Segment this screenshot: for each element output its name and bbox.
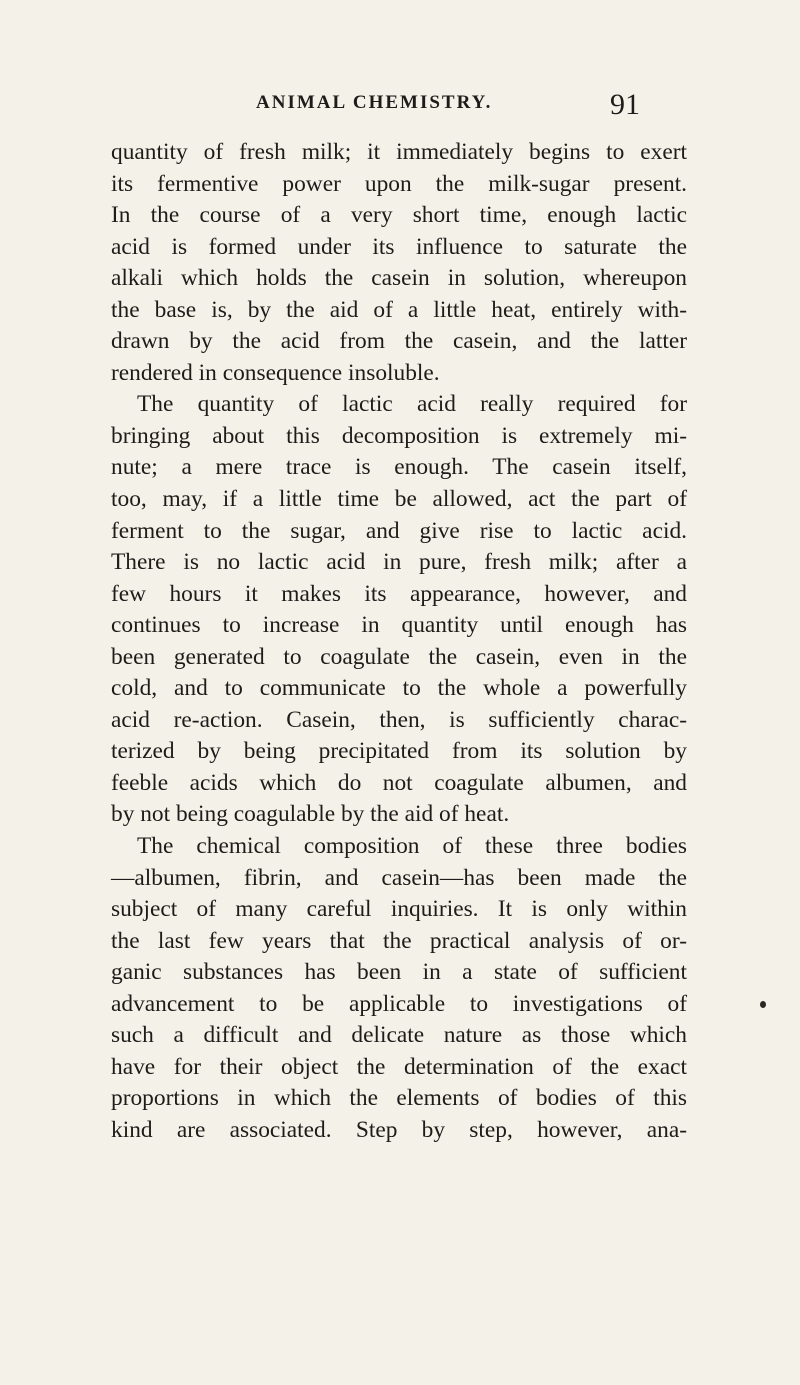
page-header xyxy=(228,88,668,122)
text-line: terized by being precipitated from its solution by xyxy=(111,738,687,765)
text-line: nute; a mere trace is enough. The casein itself, xyxy=(111,454,687,481)
text-line: The quantity of lactic acid really required for xyxy=(137,391,687,418)
ink-spot xyxy=(760,1001,766,1008)
text-line: The chemical composition of these three bodies xyxy=(137,833,687,860)
text-line: acid is formed under its influence to saturate the xyxy=(111,233,687,260)
text-line: have for their object the determination of the exact xyxy=(111,1053,687,1080)
body-text xyxy=(111,137,687,1147)
text-line: There is no lactic acid in pure, fresh milk; after a xyxy=(111,549,687,576)
text-line: cold, and to communicate to the whole a powerfully xyxy=(111,675,687,702)
text-line: bringing about this decomposition is extremely mi- xyxy=(111,422,687,449)
text-line: —albumen, fibrin, and casein—has been made the xyxy=(111,864,687,891)
text-line: quantity of fresh milk; it immediately begins to exert xyxy=(111,139,687,165)
text-line: feeble acids which do not coagulate albumen, and xyxy=(111,769,687,796)
text-line: drawn by the acid from the casein, and the latter xyxy=(111,328,687,355)
text-line: alkali which holds the casein in solution, whereupon xyxy=(111,265,687,292)
page-number: 91 xyxy=(610,88,640,121)
text-line: ganic substances has been in a state of sufficient xyxy=(111,959,687,986)
text-line: In the course of a very short time, enough lactic xyxy=(111,202,687,229)
text-line: by not being coagulable by the aid of heat. xyxy=(111,801,510,828)
text-line: acid re-action. Casein, then, is sufficiently charac- xyxy=(111,706,687,733)
text-line: few hours it makes its appearance, however, and xyxy=(111,580,687,607)
text-line: been generated to coagulate the casein, even in the xyxy=(111,643,687,670)
text-line: such a difficult and delicate nature as those which xyxy=(111,1022,687,1049)
text-line: advancement to be applicable to investigations of xyxy=(111,990,687,1017)
text-line: rendered in consequence insoluble. xyxy=(111,359,440,386)
text-line: the last few years that the practical analysis of or- xyxy=(111,927,687,954)
text-line: the base is, by the aid of a little heat, entirely with- xyxy=(111,296,687,323)
text-line: subject of many careful inquiries. It is only within xyxy=(111,896,687,923)
text-line: its fermentive power upon the milk-sugar present. xyxy=(111,170,687,197)
text-line: continues to increase in quantity until enough has xyxy=(111,612,687,639)
text-line: too, may, if a little time be allowed, act the part of xyxy=(111,486,687,513)
running-title: ANIMAL CHEMISTRY. xyxy=(256,92,493,113)
text-line: kind are associated. Step by step, however, ana- xyxy=(111,1116,687,1143)
text-line: ferment to the sugar, and give rise to lactic acid. xyxy=(111,517,687,544)
text-line: proportions in which the elements of bodies of this xyxy=(111,1085,687,1112)
